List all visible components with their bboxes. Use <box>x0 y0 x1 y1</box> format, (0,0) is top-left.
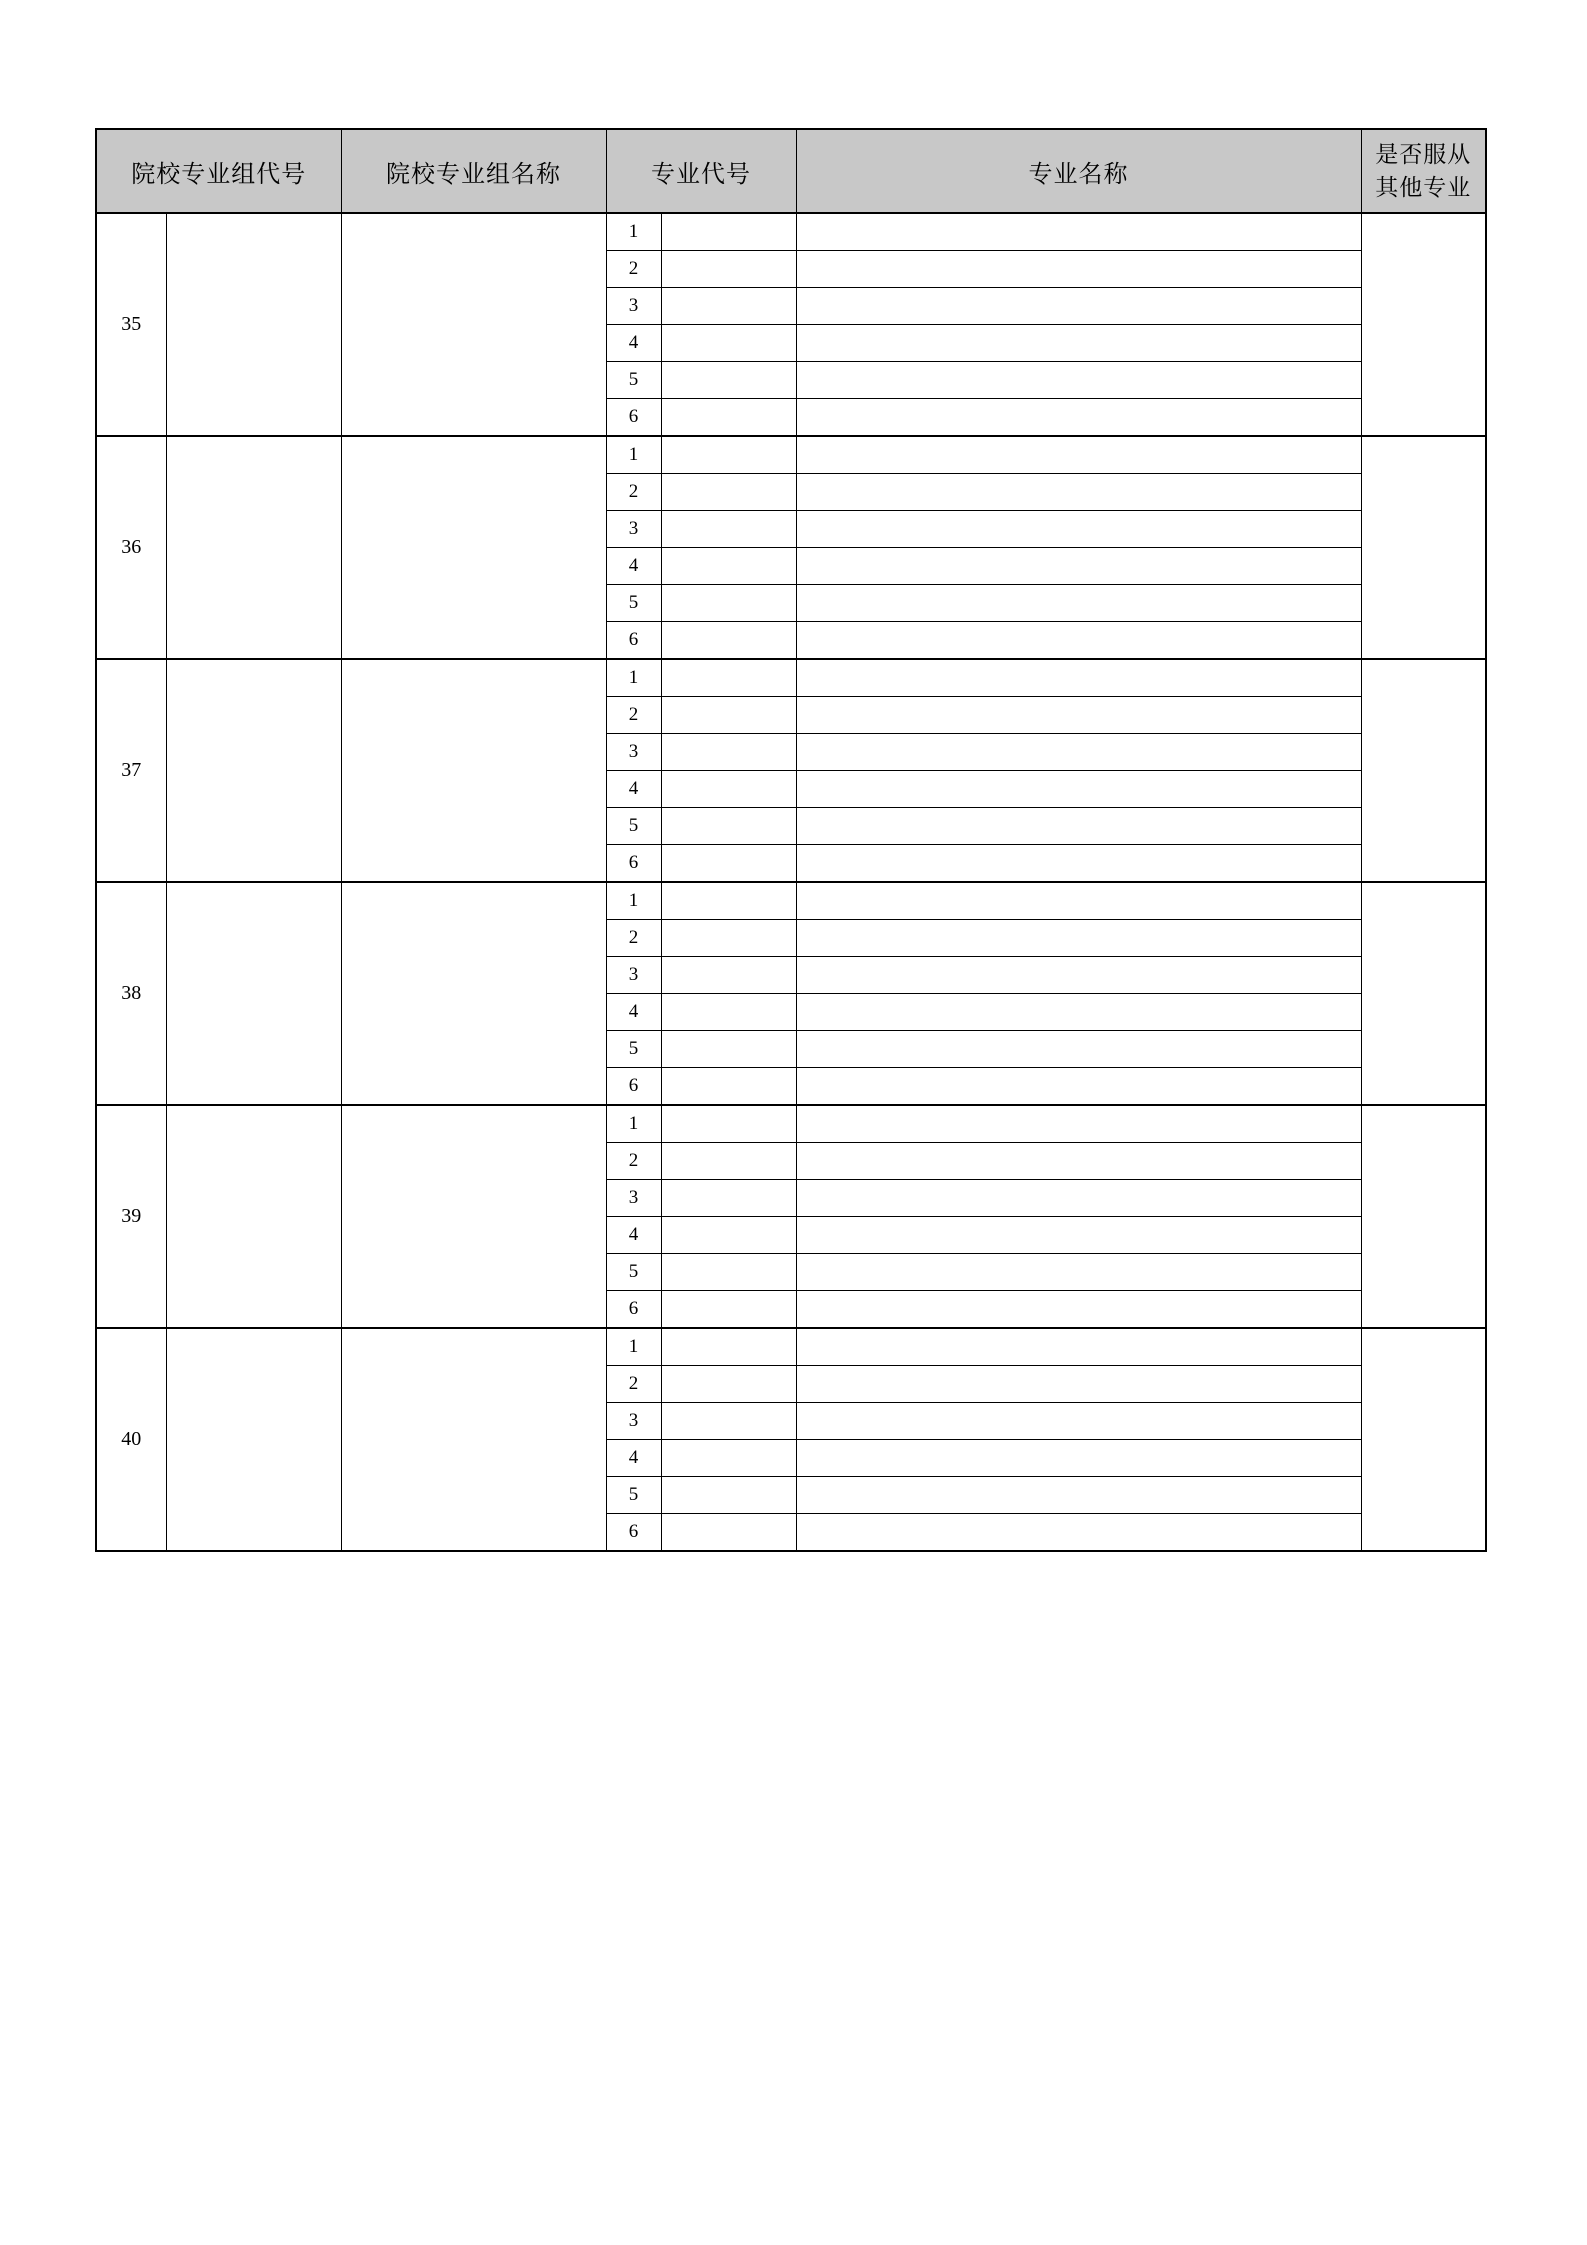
header-obey-line2: 其他专业 <box>1375 175 1472 200</box>
major-index: 2 <box>606 474 661 511</box>
major-code-input[interactable] <box>661 1291 796 1329</box>
major-name-input[interactable] <box>796 1403 1361 1440</box>
major-index: 1 <box>606 1105 661 1143</box>
major-index: 6 <box>606 399 661 437</box>
group-name-input-35[interactable] <box>341 213 606 436</box>
major-index: 5 <box>606 1254 661 1291</box>
table-row <box>96 1328 1486 1366</box>
major-name-input[interactable] <box>796 1328 1361 1366</box>
major-code-input[interactable] <box>661 734 796 771</box>
major-code-input[interactable] <box>661 325 796 362</box>
major-name-input[interactable] <box>796 251 1361 288</box>
major-code-input[interactable] <box>661 957 796 994</box>
major-index: 1 <box>606 213 661 251</box>
group-code-input-40[interactable] <box>166 1328 341 1551</box>
major-name-input[interactable] <box>796 288 1361 325</box>
major-index: 2 <box>606 1143 661 1180</box>
obey-input-39[interactable] <box>1361 1105 1486 1328</box>
major-index: 4 <box>606 994 661 1031</box>
major-name-input[interactable] <box>796 399 1361 437</box>
group-code-input-39[interactable] <box>166 1105 341 1328</box>
major-code-input[interactable] <box>661 474 796 511</box>
table-row <box>96 659 1486 697</box>
obey-input-37[interactable] <box>1361 659 1486 882</box>
group-code-37: 37 <box>96 659 166 882</box>
major-name-input[interactable] <box>796 920 1361 957</box>
major-index: 5 <box>606 1031 661 1068</box>
major-index: 4 <box>606 771 661 808</box>
group-code-38: 38 <box>96 882 166 1105</box>
group-name-input-37[interactable] <box>341 659 606 882</box>
major-code-input[interactable] <box>661 697 796 734</box>
major-index: 6 <box>606 622 661 660</box>
obey-input-38[interactable] <box>1361 882 1486 1105</box>
header-obey-adjust <box>1361 129 1486 213</box>
major-code-input[interactable] <box>661 1328 796 1366</box>
group-code-35: 35 <box>96 213 166 436</box>
major-index: 4 <box>606 325 661 362</box>
major-index: 2 <box>606 1366 661 1403</box>
major-code-input[interactable] <box>661 585 796 622</box>
major-name-input[interactable] <box>796 697 1361 734</box>
table-body <box>96 213 1486 1551</box>
major-name-input[interactable] <box>796 808 1361 845</box>
group-code-input-37[interactable] <box>166 659 341 882</box>
major-index: 1 <box>606 436 661 474</box>
major-name-input[interactable] <box>796 957 1361 994</box>
header-major-name: 专业名称 <box>796 129 1361 213</box>
obey-input-40[interactable] <box>1361 1328 1486 1551</box>
major-name-input[interactable] <box>796 622 1361 660</box>
table-row <box>96 882 1486 920</box>
major-name-input[interactable] <box>796 1180 1361 1217</box>
major-code-input[interactable] <box>661 548 796 585</box>
major-code-input[interactable] <box>661 1105 796 1143</box>
table-header <box>96 129 1486 213</box>
major-name-input[interactable] <box>796 1291 1361 1329</box>
major-name-input[interactable] <box>796 436 1361 474</box>
major-name-input[interactable] <box>796 1105 1361 1143</box>
major-index: 2 <box>606 251 661 288</box>
major-code-input[interactable] <box>661 1440 796 1477</box>
volunteer-form-table <box>95 128 1487 1552</box>
obey-input-36[interactable] <box>1361 436 1486 659</box>
major-code-input[interactable] <box>661 771 796 808</box>
major-name-input[interactable] <box>796 1143 1361 1180</box>
major-name-input[interactable] <box>796 1477 1361 1514</box>
major-code-input[interactable] <box>661 362 796 399</box>
table-row <box>96 1105 1486 1143</box>
major-name-input[interactable] <box>796 362 1361 399</box>
major-index: 3 <box>606 957 661 994</box>
major-index: 1 <box>606 1328 661 1366</box>
major-code-input[interactable] <box>661 1217 796 1254</box>
major-index: 3 <box>606 288 661 325</box>
major-code-input[interactable] <box>661 251 796 288</box>
major-index: 4 <box>606 1217 661 1254</box>
major-code-input[interactable] <box>661 1514 796 1552</box>
group-code-40: 40 <box>96 1328 166 1551</box>
major-code-input[interactable] <box>661 659 796 697</box>
major-code-input[interactable] <box>661 1254 796 1291</box>
major-name-input[interactable] <box>796 1366 1361 1403</box>
group-code-input-35[interactable] <box>166 213 341 436</box>
major-name-input[interactable] <box>796 882 1361 920</box>
major-name-input[interactable] <box>796 845 1361 883</box>
header-group-code: 院校专业组代号 <box>96 129 341 213</box>
major-code-input[interactable] <box>661 399 796 437</box>
major-code-input[interactable] <box>661 1366 796 1403</box>
major-name-input[interactable] <box>796 659 1361 697</box>
major-index: 5 <box>606 362 661 399</box>
group-code-39: 39 <box>96 1105 166 1328</box>
major-index: 3 <box>606 1180 661 1217</box>
major-name-input[interactable] <box>796 771 1361 808</box>
major-name-input[interactable] <box>796 1068 1361 1106</box>
major-index: 3 <box>606 511 661 548</box>
major-name-input[interactable] <box>796 1254 1361 1291</box>
header-major-code: 专业代号 <box>606 129 796 213</box>
major-index: 6 <box>606 1291 661 1329</box>
major-code-input[interactable] <box>661 1403 796 1440</box>
major-name-input[interactable] <box>796 734 1361 771</box>
table-row <box>96 213 1486 251</box>
major-name-input[interactable] <box>796 1217 1361 1254</box>
major-name-input[interactable] <box>796 994 1361 1031</box>
major-name-input[interactable] <box>796 474 1361 511</box>
major-index: 1 <box>606 882 661 920</box>
major-code-input[interactable] <box>661 1068 796 1106</box>
major-name-input[interactable] <box>796 325 1361 362</box>
major-index: 3 <box>606 734 661 771</box>
major-name-input[interactable] <box>796 1031 1361 1068</box>
major-name-input[interactable] <box>796 585 1361 622</box>
major-index: 6 <box>606 1068 661 1106</box>
major-name-input[interactable] <box>796 1440 1361 1477</box>
major-code-input[interactable] <box>661 808 796 845</box>
major-code-input[interactable] <box>661 920 796 957</box>
major-code-input[interactable] <box>661 622 796 660</box>
major-index: 2 <box>606 920 661 957</box>
major-index: 6 <box>606 845 661 883</box>
header-obey-line1: 是否服从 <box>1375 141 1472 167</box>
obey-input-35[interactable] <box>1361 213 1486 436</box>
major-index: 5 <box>606 1477 661 1514</box>
major-code-input[interactable] <box>661 1143 796 1180</box>
major-index: 4 <box>606 548 661 585</box>
major-name-input[interactable] <box>796 213 1361 251</box>
major-index: 6 <box>606 1514 661 1552</box>
major-code-input[interactable] <box>661 436 796 474</box>
group-code-36: 36 <box>96 436 166 659</box>
major-code-input[interactable] <box>661 882 796 920</box>
major-code-input[interactable] <box>661 1031 796 1068</box>
major-code-input[interactable] <box>661 213 796 251</box>
major-code-input[interactable] <box>661 511 796 548</box>
major-index: 4 <box>606 1440 661 1477</box>
major-code-input[interactable] <box>661 288 796 325</box>
major-code-input[interactable] <box>661 1477 796 1514</box>
group-code-input-38[interactable] <box>166 882 341 1105</box>
major-name-input[interactable] <box>796 1514 1361 1552</box>
group-code-input-36[interactable] <box>166 436 341 659</box>
major-index: 3 <box>606 1403 661 1440</box>
major-index: 1 <box>606 659 661 697</box>
group-name-input-36[interactable] <box>341 436 606 659</box>
major-index: 2 <box>606 697 661 734</box>
major-code-input[interactable] <box>661 845 796 883</box>
major-name-input[interactable] <box>796 511 1361 548</box>
header-group-name: 院校专业组名称 <box>341 129 606 213</box>
group-name-input-40[interactable] <box>341 1328 606 1551</box>
major-code-input[interactable] <box>661 994 796 1031</box>
major-index: 5 <box>606 585 661 622</box>
major-index: 5 <box>606 808 661 845</box>
table-row <box>96 436 1486 474</box>
group-name-input-39[interactable] <box>341 1105 606 1328</box>
major-name-input[interactable] <box>796 548 1361 585</box>
group-name-input-38[interactable] <box>341 882 606 1105</box>
major-code-input[interactable] <box>661 1180 796 1217</box>
